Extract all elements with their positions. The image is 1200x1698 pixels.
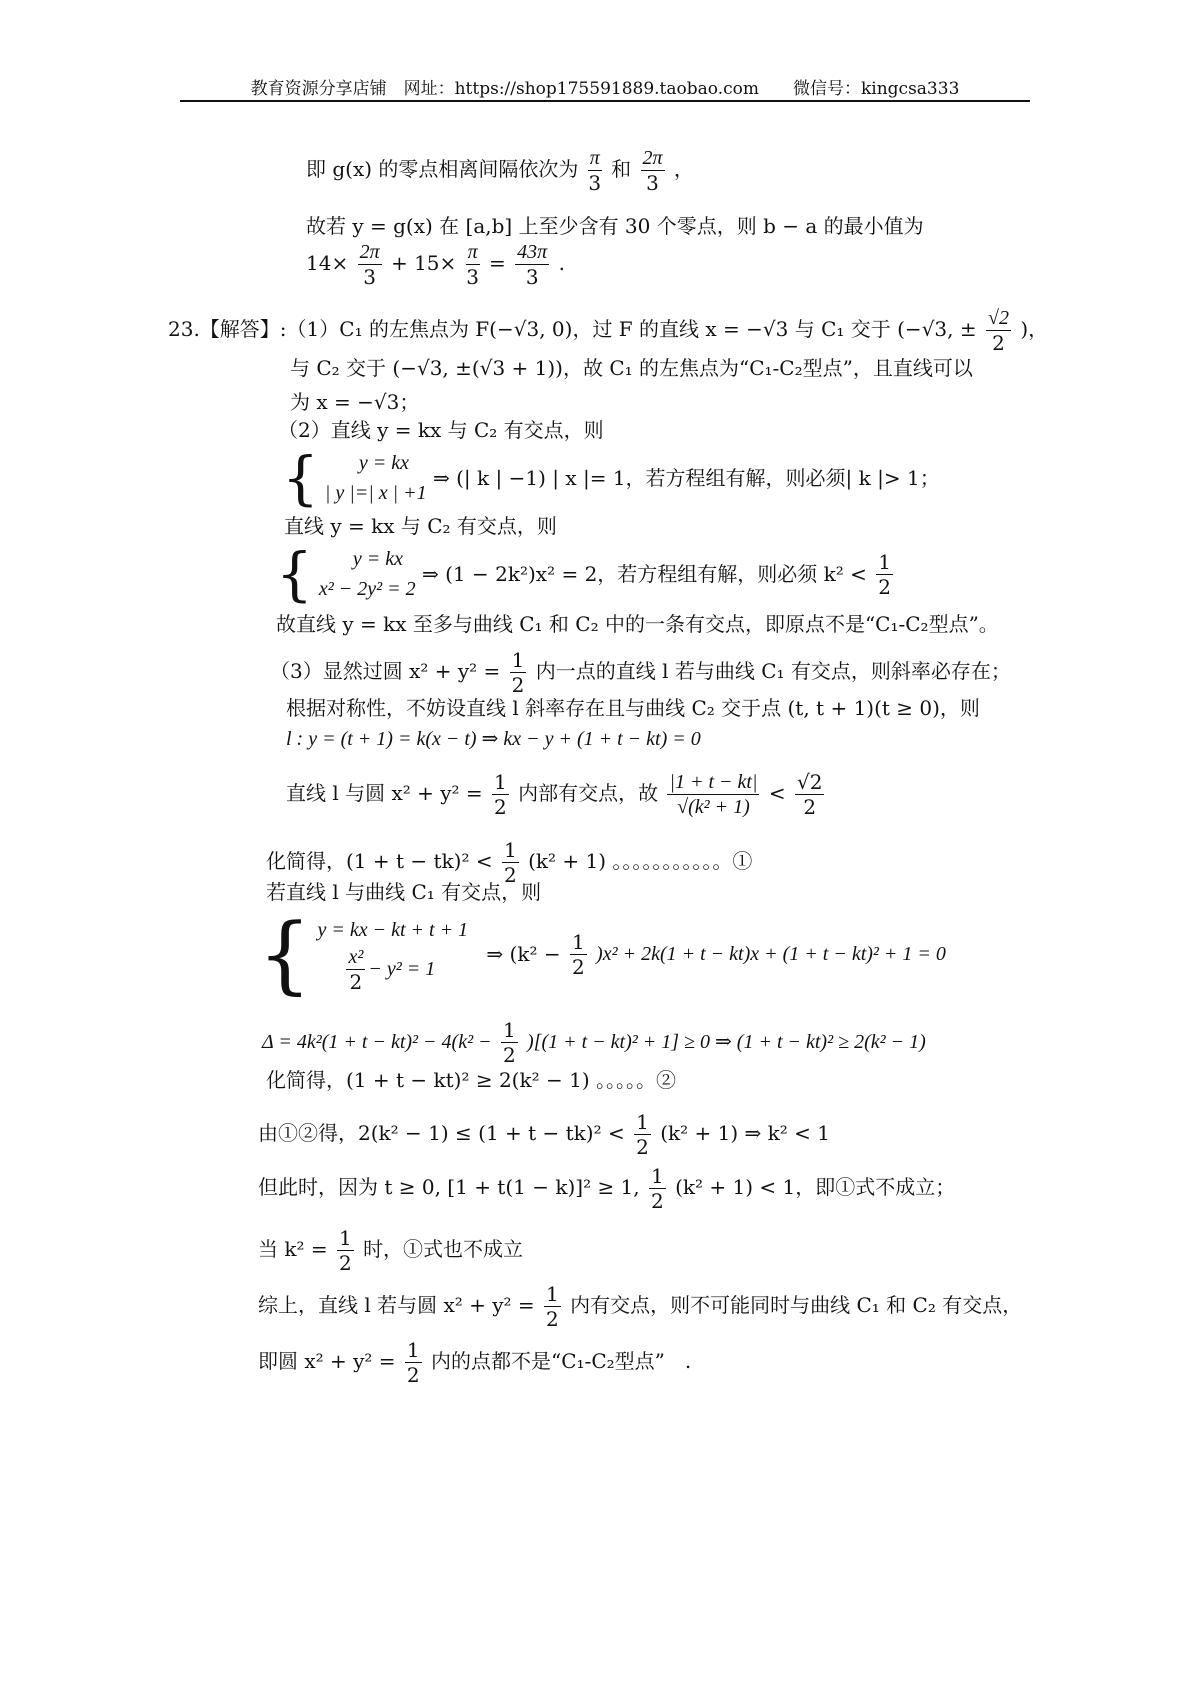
text-line-3 [306,240,565,289]
fraction-numerator: π [467,241,478,263]
text: 内一点的直线 l 若与曲线 C₁ 有交点，则斜率必存在； [535,659,1011,683]
fraction-denominator: 2 [571,954,585,979]
equation: | y |=| x | +1 [324,482,427,504]
text: ， [673,157,694,181]
fraction [515,240,549,289]
text: 23.【解答】:（1）C₁ 的左焦点为 F(−√3, 0)，过 F 的直线 x = −√3 与 C₁ 交于 (−√3, ± [168,317,977,341]
fraction-numerator: √2 [988,307,1009,329]
system-rows [325,448,427,508]
equation-line [286,724,701,753]
question-23-heading [168,306,1048,355]
fraction [346,945,365,994]
text: )， [1020,317,1049,341]
text-line [286,770,827,819]
equation: )[(1 + t − kt)² + 1] ≥ 0 ⇒ (1 + t − kt)² ≥ 2(k² − 1) [527,1031,926,1053]
equation: y = kx − kt + t + 1 [317,918,469,941]
text: 与 C₂ 交于 (−√3, ±(√3 + 1))，故 C₁ 的左焦点为“C₁-C₂型点”，且直线可以 [290,356,973,380]
text-line [290,388,419,416]
fraction-numerator: 2π [359,241,380,263]
text: ⇒ (| k | −1) | x |= 1，若方程组有解，则必须| k |> 1； [433,466,940,490]
fraction [466,240,480,289]
system-rows [319,544,416,604]
text: 故若 y = g(x) 在 [a,b] 上至少含有 30 个零点，则 b − a 的最小值为 [306,214,924,238]
left-brace-icon: { [276,540,313,608]
fraction-denominator: 2 [406,1363,420,1387]
text-line [284,512,557,540]
fraction-denominator: 2 [878,574,891,599]
text-line [266,1066,676,1094]
text: 即圆 x² + y² = [258,1349,396,1373]
fraction-denominator: 2 [636,1135,649,1159]
text-line [278,416,604,444]
text: = [489,251,506,275]
fraction-denominator: 3 [588,171,602,195]
fraction [405,1338,422,1387]
fraction-numerator: |1 + t − kt| [669,771,758,793]
equation-text: − y² = 1 [368,957,436,980]
fraction-numerator: 1 [651,1164,664,1188]
equation-line [262,1018,926,1067]
text-line [258,1338,691,1387]
text: < [768,781,786,805]
fraction [544,1282,561,1331]
fraction-denominator: 2 [992,331,1005,355]
text-line-2 [306,212,924,240]
text: 内的点都不是“C₁-C₂型点” . [431,1349,692,1373]
system-rows [317,915,468,994]
fraction-denominator: √(k² + 1) [677,796,750,818]
fraction [667,770,759,819]
text: 即 g(x) 的零点相离间隔依次为 [306,157,579,181]
equation: l : y = (t + 1) = k(x − t) ⇒ kx − y + (1 + t − kt) = 0 [286,728,701,750]
text: 若直线 l 与曲线 C₁ 有交点，则 [266,880,542,904]
equation-system-3 [258,905,946,1003]
fraction-numerator: 1 [494,770,507,794]
text-line [258,1226,523,1275]
fraction [795,770,824,819]
text-line [270,648,1011,697]
fraction [649,1164,666,1213]
text: ⇒ (k² − [486,942,561,966]
fraction-numerator: 2π [642,147,663,169]
text: 当 k² = [258,1237,328,1261]
text: + 15× [390,251,457,275]
text: 化简得，(1 + t − tk)² < [266,849,493,873]
text: 由①②得，2(k² − 1) ≤ (1 + t − tk)² < [258,1121,625,1145]
fraction-numerator: 1 [878,549,891,574]
text-line [258,1164,955,1213]
fraction [501,1018,518,1067]
fraction-denominator: 3 [363,265,376,289]
text-line [258,1110,830,1159]
fraction-numerator: 1 [338,1226,352,1250]
text: 内有交点，则不可能同时与曲线 C₁ 和 C₂ 有交点， [570,1293,1023,1317]
header-rule [180,100,1030,102]
fraction-numerator: x² [348,945,364,968]
page-header: 教育资源分享店铺 网址：https://shop175591889.taobao.com 微信号：kingcsa333 [250,79,960,99]
fraction [588,146,602,195]
text: 为 x = −√3； [290,390,420,414]
fraction-denominator: 2 [546,1307,559,1331]
text-line-1 [306,146,694,195]
equation: y = kx [352,548,404,570]
fraction-denominator: 2 [511,673,525,697]
text-line [266,878,541,906]
text: 直线 l 与圆 x² + y² = [286,781,483,805]
text: 和 [611,157,632,181]
text: 化简得，(1 + t − kt)² ≥ 2(k² − 1) 。。。。。② [266,1068,676,1092]
left-brace-icon: { [282,444,319,512]
text-line [258,1282,1022,1331]
fraction-numerator: 1 [502,1018,516,1042]
fraction-denominator: 2 [349,969,363,994]
text: （2）直线 y = kx 与 C₂ 有交点，则 [278,418,604,442]
fraction-denominator: 2 [503,863,517,887]
fraction [986,306,1011,355]
text: (k² + 1) 。。。。。。。。。。。① [528,849,753,873]
text: 但此时，因为 t ≥ 0, [1 + t(1 − k)]² ≥ 1, [258,1175,640,1199]
text-line [290,354,973,382]
fraction-numerator: 43π [517,241,548,263]
text: ⇒ (1 − 2k²)x² = 2，若方程组有解，则必须 k² < [422,562,867,586]
fraction-numerator: 1 [406,1338,420,1362]
fraction-numerator: 1 [636,1110,649,1134]
fraction [570,930,587,979]
fraction [492,770,509,819]
equation: x² − 2y² = 2 [318,578,416,600]
text-line [276,610,999,638]
fraction-denominator: 2 [338,1251,352,1275]
fraction-numerator: 1 [503,838,517,862]
fraction [337,1226,354,1275]
equation: y = kx [358,452,410,474]
left-brace-icon: { [258,905,312,1003]
fraction-numerator: √2 [796,770,823,794]
fraction-numerator: π [589,147,600,169]
text: (k² + 1) ⇒ k² < 1 [660,1121,830,1145]
fraction-denominator: 3 [525,265,539,289]
text: 直线 y = kx 与 C₂ 有交点，则 [284,514,557,538]
fraction-denominator: 3 [466,265,480,289]
equation: Δ = 4k²(1 + t − kt)² − 4(k² − [262,1031,492,1053]
fraction-denominator: 2 [651,1189,664,1213]
fraction [510,648,527,697]
fraction [876,550,893,599]
fraction [641,146,665,195]
equation-system-2 [276,540,896,608]
text: 内部有交点，故 [518,781,659,805]
fraction [358,240,382,289]
fraction-denominator: 2 [803,795,817,819]
text-line [286,694,980,722]
text: 故直线 y = kx 至多与曲线 C₁ 和 C₂ 中的一条有交点，即原点不是“C₁-C₂型点”。 [276,612,999,636]
text: 14× [306,251,349,275]
text: )x² + 2k(1 + t − kt)x + (1 + t − kt)² + 1 = 0 [596,943,946,965]
text: (k² + 1) < 1，即①式不成立； [675,1175,956,1199]
text: 时，①式也不成立 [363,1237,524,1261]
text: （3）显然过圆 x² + y² = [270,659,501,683]
text: 根据对称性，不妨设直线 l 斜率存在且与曲线 C₂ 交于点 (t, t + 1)(t ≥ 0)，则 [286,696,980,720]
fraction-numerator: 1 [511,648,525,672]
fraction-numerator: 1 [546,1282,559,1306]
fraction-denominator: 3 [646,171,659,195]
fraction-denominator: 2 [502,1043,516,1067]
fraction-numerator: 1 [571,929,585,954]
equation [317,945,468,994]
equation-system-1 [282,444,940,512]
text: 综上，直线 l 若与圆 x² + y² = [258,1293,535,1317]
fraction [634,1110,651,1159]
text: . [558,251,565,275]
fraction-denominator: 2 [494,795,507,819]
